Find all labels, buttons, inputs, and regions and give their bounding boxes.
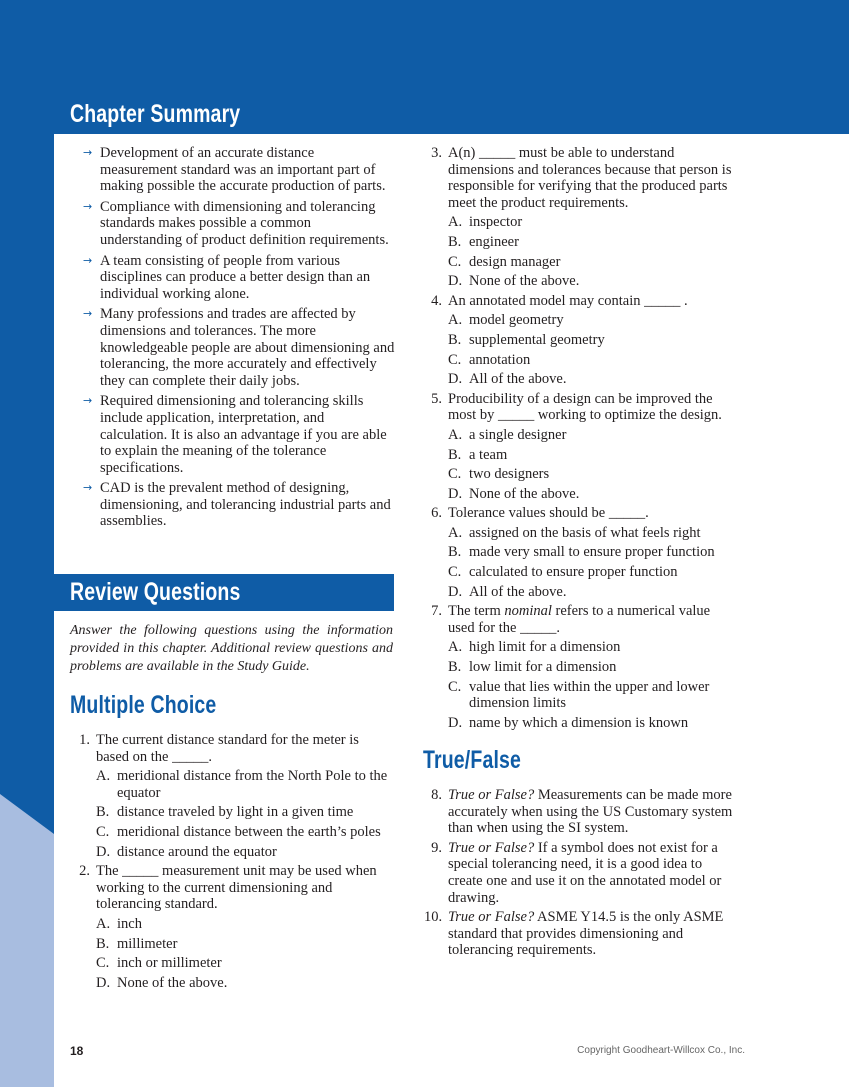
option: C. inch or millimeter xyxy=(96,955,222,972)
option: D. All of the above. xyxy=(448,371,567,388)
summary-item: → CAD is the prevalent method of designing, dimensioning, and tolerancing industrial parts and assemblies. xyxy=(83,480,391,530)
true-false-list xyxy=(424,787,740,962)
arrow-icon: → xyxy=(83,253,93,267)
option: C. calculated to ensure proper function xyxy=(448,564,678,581)
summary-item: → Many professions and trades are affected by dimensions and tolerances. The more knowledgeable people are about dimensioning and tolerancing, the more accurately and effectively they can complete their daily jobs. xyxy=(83,306,395,389)
summary-item: → Compliance with dimensioning and tolerancing standards makes possible a common understanding of product definition requirements. xyxy=(83,198,389,248)
option: B. engineer xyxy=(448,233,519,250)
page-number: 18 xyxy=(70,1044,84,1058)
question-5: 5. Producibility of a design can be improved the most by _____ working to optimize the design. xyxy=(431,390,722,424)
option: A. high limit for a dimension xyxy=(448,639,621,656)
arrow-icon: → xyxy=(83,481,93,495)
multiple-choice-heading: Multiple Choice xyxy=(70,691,217,719)
question-3: 3. A(n) _____ must be able to understand dimensions and tolerances because that person is responsible for verifying that the produced parts meet the product requirements. xyxy=(431,145,732,211)
option: D. None of the above. xyxy=(448,273,580,290)
option: B. millimeter xyxy=(96,935,178,952)
arrow-icon: → xyxy=(83,394,93,408)
option: B. made very small to ensure proper function xyxy=(448,544,715,561)
option: C. meridional distance between the earth’s poles xyxy=(96,823,381,840)
option: B. a team xyxy=(448,446,508,463)
question-2: 2. The _____ measurement unit may be used when working to the current dimensioning and tolerancing standard. xyxy=(79,863,377,913)
summary-item: → A team consisting of people from various disciplines can produce a better design than an individual working alone. xyxy=(83,252,371,302)
option: C. design manager xyxy=(448,253,561,270)
option: D. None of the above. xyxy=(96,974,228,991)
question-4: 4. An annotated model may contain _____ . xyxy=(431,292,688,309)
option: A. a single designer xyxy=(448,426,567,443)
multiple-choice-right xyxy=(424,145,740,734)
option: A. assigned on the basis of what feels right xyxy=(448,524,701,541)
copyright-notice: Copyright Goodheart-Willcox Co., Inc. xyxy=(577,1045,745,1056)
true-false-heading: True/False xyxy=(423,746,522,774)
question-1: 1. The current distance standard for the meter is based on the _____. xyxy=(79,732,359,765)
option: A. inspector xyxy=(448,214,523,231)
option: C. annotation xyxy=(448,351,531,368)
option: D. name by which a dimension is known xyxy=(448,714,689,731)
option: C. two designers xyxy=(448,466,550,483)
option: D. distance around the equator xyxy=(96,843,277,860)
chapter-summary-heading: Chapter Summary xyxy=(70,100,241,128)
question-9: 9. True or False? If a symbol does not exist for a special tolerancing need, it is a good idea to create one and use it on the annotated model or drawing. xyxy=(431,839,722,906)
arrow-icon: → xyxy=(83,199,93,213)
option: B. distance traveled by light in a given time xyxy=(96,804,354,821)
arrow-icon: → xyxy=(83,146,93,159)
option: D. All of the above. xyxy=(448,583,567,600)
left-margin-band xyxy=(0,134,54,1087)
summary-item: → Required dimensioning and tolerancing skills include application, interpretation, and calculation. It is also an advantage if you are able to explain the meaning of the tolerance specifications. xyxy=(83,393,387,476)
multiple-choice-left xyxy=(72,732,390,994)
option: A. inch xyxy=(96,915,142,932)
option: B. low limit for a dimension xyxy=(448,659,617,676)
question-8: 8. True or False? Measurements can be made more accurately when using the US Customary system than when using the SI system. xyxy=(431,787,733,837)
review-questions-heading: Review Questions xyxy=(70,578,241,606)
option: A. model geometry xyxy=(448,312,564,329)
question-7: 7. The term nominal refers to a numerical value used for the _____. xyxy=(431,603,711,636)
summary-item: → Development of an accurate distance measurement standard was an important part of making possible the accurate production of parts. xyxy=(83,145,386,195)
arrow-icon: → xyxy=(83,307,93,321)
chapter-summary-list xyxy=(83,145,395,534)
option: D. None of the above. xyxy=(448,485,580,502)
option: C. value that lies within the upper and lower dimension limits xyxy=(448,678,710,712)
question-10: 10. True or False? ASME Y14.5 is the only ASME standard that provides dimensioning and tolerancing requirements. xyxy=(424,909,724,959)
review-intro: Answer the following questions using the information provided in this chapter. Additional review questions and problems are available in the Study Guide. xyxy=(70,623,393,674)
option: B. supplemental geometry xyxy=(448,331,605,348)
option: A. meridional distance from the North Pole to the equator xyxy=(96,768,388,801)
question-6: 6. Tolerance values should be _____. xyxy=(431,505,649,522)
